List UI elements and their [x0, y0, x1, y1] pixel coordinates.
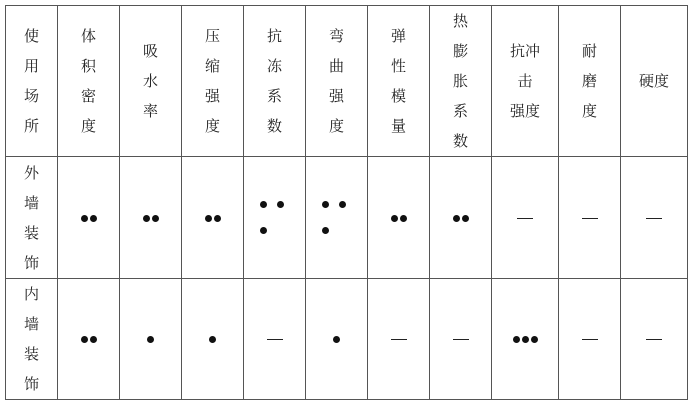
rating-cell [559, 157, 621, 279]
rating-cell [368, 157, 430, 279]
dot-mark [214, 215, 221, 222]
dot-mark [209, 336, 216, 343]
rating-value [332, 326, 341, 344]
label-char: 所 [23, 117, 39, 135]
label-char: 外 [23, 163, 39, 182]
label-char: 缩 [204, 57, 220, 75]
label-char: 积 [80, 57, 96, 75]
dash-mark [582, 218, 598, 219]
dot-mark [260, 201, 267, 208]
rating-cell [492, 279, 559, 400]
rating-cell [182, 279, 244, 400]
rating-cell [182, 157, 244, 279]
label-char: 弹 [390, 27, 406, 45]
label-char: 强 [328, 87, 344, 105]
rating-value [390, 204, 408, 222]
row-header-cell [6, 157, 58, 279]
rating-cell [120, 279, 182, 400]
header-cell [120, 6, 182, 157]
label-char: 度 [204, 117, 220, 135]
rating-value [267, 330, 283, 348]
label-char: 率 [142, 102, 158, 120]
label-char: 饰 [23, 253, 39, 272]
dot-mark [81, 215, 88, 222]
label-char: 数 [452, 132, 468, 150]
label-char: 墙 [23, 193, 39, 212]
rating-cell [430, 157, 492, 279]
dash-mark [582, 339, 598, 340]
rating-value [453, 330, 469, 348]
label-char: 使 [23, 27, 39, 45]
label-char: 密 [80, 87, 96, 105]
table-row [6, 157, 688, 279]
header-cell [6, 6, 58, 157]
column-header-label [143, 36, 158, 126]
header-cell [430, 6, 492, 157]
rating-cell [306, 157, 368, 279]
label-line: 击 [517, 72, 533, 90]
rating-value [255, 217, 295, 235]
rating-cell [368, 279, 430, 400]
label-char: 度 [328, 117, 344, 135]
rating-value [142, 204, 160, 222]
label-char: 装 [23, 223, 39, 242]
table-row [6, 279, 688, 400]
row-header-cell [6, 279, 58, 400]
column-header-label [329, 21, 344, 141]
label-char: 胀 [452, 72, 468, 90]
rating-cell [430, 279, 492, 400]
label-char: 装 [23, 345, 39, 363]
dash-mark [391, 339, 407, 340]
label-char: 磨 [581, 72, 597, 90]
rating-value [582, 330, 598, 348]
label-char: 模 [390, 87, 406, 105]
column-header-label [582, 36, 597, 126]
rating-cell [58, 157, 120, 279]
label-char: 饰 [23, 375, 39, 393]
dot-mark [531, 336, 538, 343]
rating-value [317, 217, 357, 235]
rating-value [517, 209, 533, 227]
label-char: 系 [266, 87, 282, 105]
rating-value [646, 330, 662, 348]
label-char: 体 [80, 27, 96, 45]
rating-cell [58, 279, 120, 400]
rating-value [582, 209, 598, 227]
column-header-label [453, 6, 468, 156]
rating-value [512, 326, 539, 344]
label-char: 系 [452, 102, 468, 120]
dot-mark [322, 201, 329, 208]
rating-cell [492, 157, 559, 279]
rating-cell [244, 279, 306, 400]
label-line: 强度 [509, 102, 540, 120]
label-char: 度 [581, 102, 597, 120]
rating-value [204, 204, 222, 222]
header-cell [621, 6, 688, 157]
label-char: 膨 [452, 42, 468, 60]
column-header-label [205, 21, 220, 141]
dot-mark [277, 201, 284, 208]
dot-mark [143, 215, 150, 222]
row-place-label [24, 279, 39, 399]
label-char: 弯 [328, 27, 344, 45]
label-char: 压 [204, 27, 220, 45]
rating-value [80, 204, 98, 222]
label-char: 用 [23, 57, 39, 75]
label-char: 性 [390, 57, 406, 75]
dot-mark [90, 215, 97, 222]
row-place-label [24, 158, 39, 278]
header-cell [559, 6, 621, 157]
dot-mark [260, 227, 267, 234]
header-cell [368, 6, 430, 157]
rating-cell [559, 279, 621, 400]
column-header-label [267, 21, 282, 141]
properties-table [5, 5, 688, 400]
label-char: 强 [204, 87, 220, 105]
dot-mark [453, 215, 460, 222]
header-cell [182, 6, 244, 157]
dot-mark [400, 215, 407, 222]
header-row [6, 6, 688, 157]
label-char: 耐 [581, 42, 597, 60]
rating-value [80, 326, 98, 344]
rating-cell [621, 279, 688, 400]
rating-value [452, 204, 470, 222]
label-char: 冻 [266, 57, 282, 75]
label-char: 度 [80, 117, 96, 135]
label-line: 抗冲 [509, 42, 540, 60]
dot-mark [152, 215, 159, 222]
dot-mark [205, 215, 212, 222]
rating-cell [621, 157, 688, 279]
header-cell [58, 6, 120, 157]
rating-cell [120, 157, 182, 279]
dot-mark [522, 336, 529, 343]
rating-value [146, 326, 155, 344]
dot-mark [391, 215, 398, 222]
label-char: 量 [390, 117, 406, 135]
column-header-label [391, 21, 406, 141]
label-char: 曲 [328, 57, 344, 75]
column-header-label [510, 36, 540, 126]
rating-value [391, 330, 407, 348]
dot-mark [81, 336, 88, 343]
label-char: 吸 [142, 42, 158, 60]
dash-mark [267, 339, 283, 340]
rating-value [208, 326, 217, 344]
label-char: 墙 [23, 315, 39, 333]
column-header-label [24, 21, 39, 141]
dot-mark [462, 215, 469, 222]
label-char: 场 [23, 87, 39, 105]
dash-mark [646, 339, 662, 340]
rating-value [646, 209, 662, 227]
dot-mark [90, 336, 97, 343]
label-char: 抗 [266, 27, 282, 45]
header-cell [306, 6, 368, 157]
rating-cell [244, 157, 306, 279]
label-char: 热 [452, 12, 468, 30]
label-char: 内 [23, 285, 39, 303]
dot-mark [513, 336, 520, 343]
header-cell [244, 6, 306, 157]
header-cell [492, 6, 559, 157]
dot-mark [147, 336, 154, 343]
dash-mark [517, 218, 533, 219]
column-header-label [81, 21, 96, 141]
label-char: 数 [266, 117, 282, 135]
dot-mark [322, 227, 329, 234]
rating-cell [306, 279, 368, 400]
dash-mark [453, 339, 469, 340]
dot-mark [333, 336, 340, 343]
label-char: 水 [142, 72, 158, 90]
column-header-label: 硬度 [638, 72, 669, 90]
dot-mark [339, 201, 346, 208]
dash-mark [646, 218, 662, 219]
